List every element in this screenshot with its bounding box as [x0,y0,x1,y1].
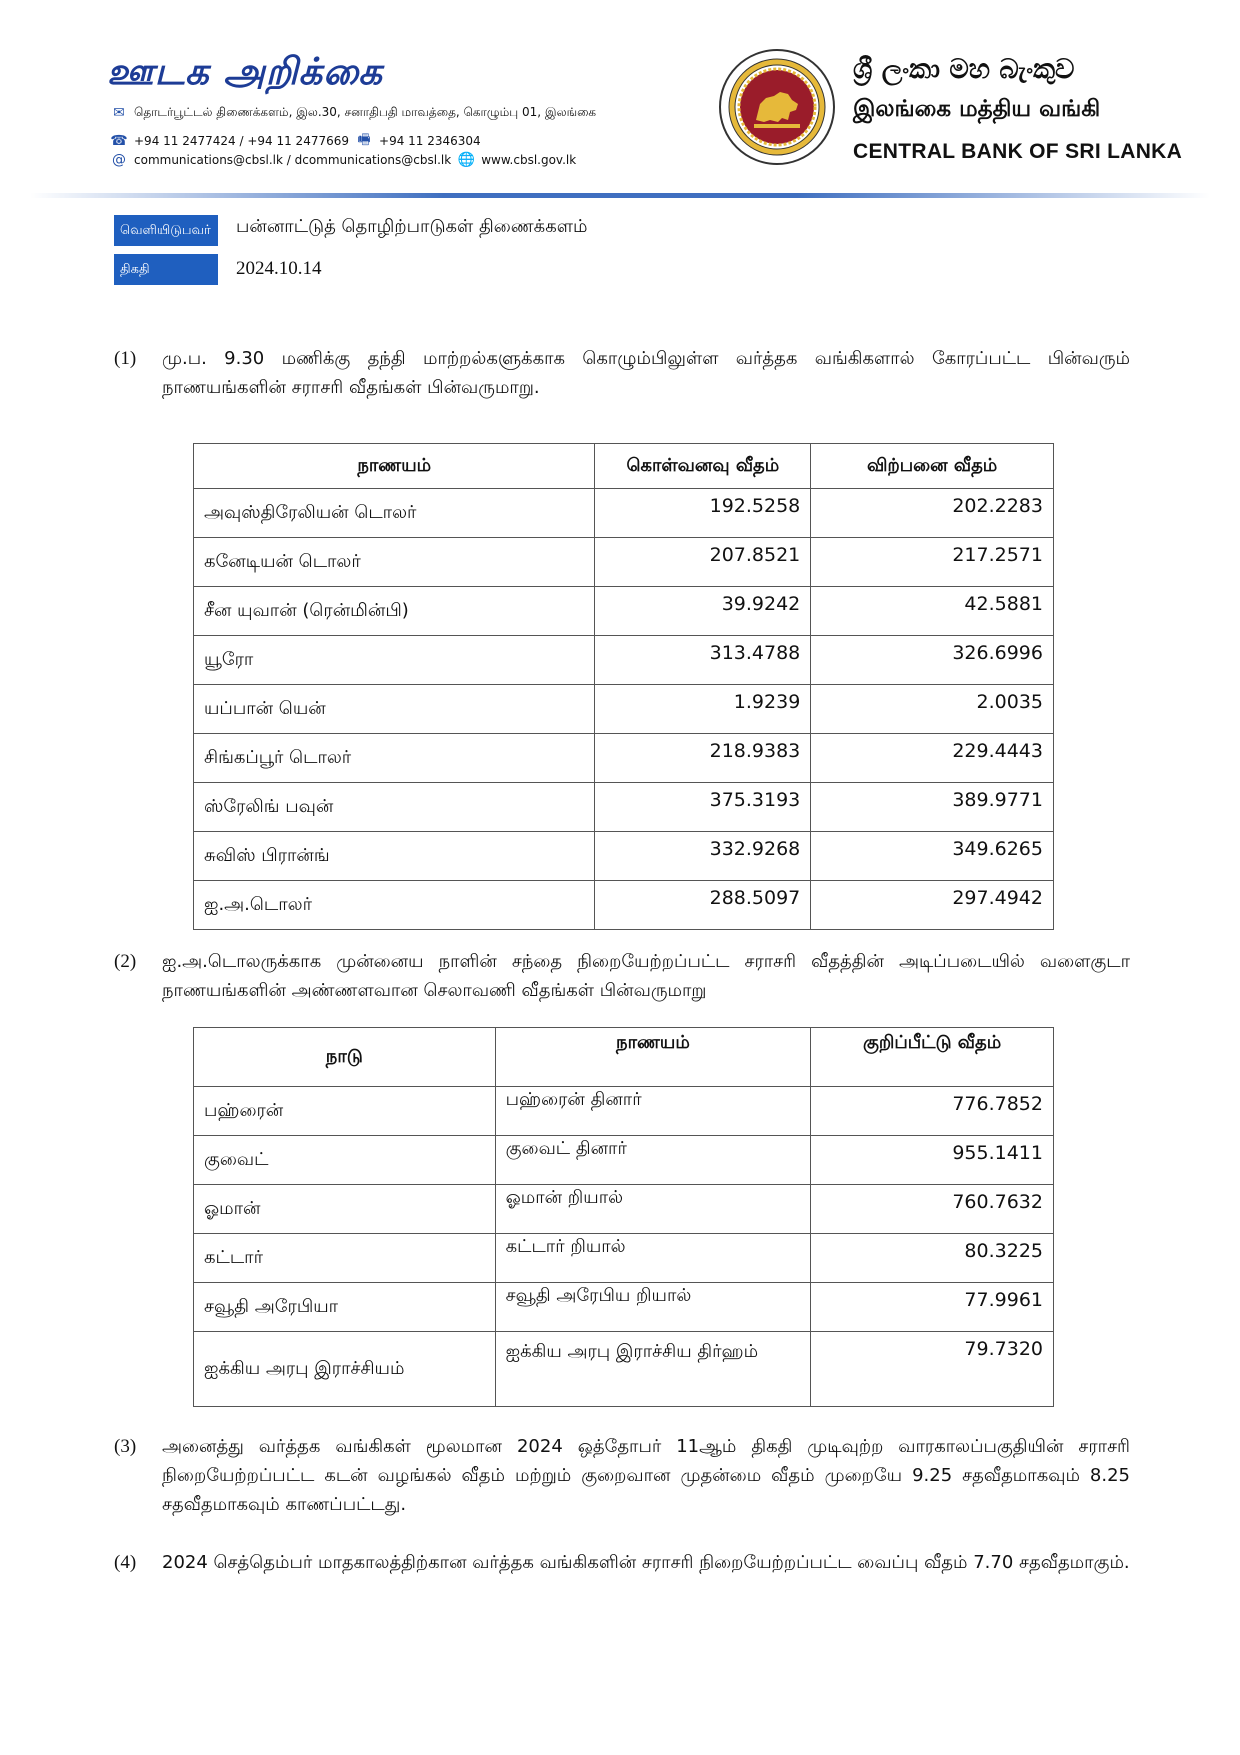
globe-icon: 🌐 [457,152,475,168]
central-bank-seal-logo [718,48,836,166]
section-3-number: (3) [114,1436,137,1457]
country-cell: ஓமான் [194,1185,496,1234]
table-row [194,1332,1054,1407]
section-1-number: (1) [114,348,137,369]
buying-rate-cell: 288.5097 [595,881,811,930]
currency-cell: குவைட் தினார் [495,1136,811,1185]
country-cell: சவூதி அரேபியா [194,1283,496,1332]
table-row [194,734,1054,783]
currency-cell: யூரோ [194,636,595,685]
currency-cell: ஸ்ரேலிங் பவுன் [194,783,595,832]
table-row [194,832,1054,881]
reference-rate-cell: 80.3225 [811,1234,1054,1283]
fax-number: +94 11 2346304 [379,134,481,148]
currency-cell: சுவிஸ் பிரான்ங் [194,832,595,881]
table-row [194,1087,1054,1136]
fax-printer-icon: 🖷 [357,132,371,148]
reference-rate-cell: 79.7320 [811,1332,1054,1407]
currency-cell: ஓமான் றியால் [495,1185,811,1234]
selling-rate-cell: 326.6996 [811,636,1054,685]
reference-rate-cell: 776.7852 [811,1087,1054,1136]
currency-cell: அவுஸ்திரேலியன் டொலர் [194,489,595,538]
email-line [110,152,576,168]
section-1 [114,344,1130,402]
section-4 [114,1548,1130,1577]
table-header-row [194,444,1054,489]
email-addresses[interactable]: communications@cbsl.lk / dcommunications@cbsl.lk [134,153,452,167]
date-value: 2024.10.14 [236,258,322,279]
currency-cell: கட்டார் றியால் [495,1234,811,1283]
table-row [194,783,1054,832]
currency-cell: கனேடியன் டொலர் [194,538,595,587]
table-row [194,1234,1054,1283]
section-2-number: (2) [114,951,137,972]
telephone-icon: ☎ [110,133,128,149]
bank-name-sinhala: ශ්‍රී ලංකා මහ බැංකුව [853,54,1075,85]
selling-rate-cell: 42.5881 [811,587,1054,636]
currency-cell: யப்பான் யென் [194,685,595,734]
column-header-country: நாடு [194,1028,496,1087]
currency-cell: சிங்கப்பூர் டொலர் [194,734,595,783]
envelope-icon: ✉ [113,105,125,121]
table-row [194,881,1054,930]
currency-cell: சவூதி அரேபிய றியால் [495,1283,811,1332]
buying-rate-cell: 313.4788 [595,636,811,685]
buying-rate-cell: 39.9242 [595,587,811,636]
at-sign-icon: @ [112,152,126,168]
bank-name-english: CENTRAL BANK OF SRI LANKA [853,140,1183,163]
table-row [194,538,1054,587]
table-row [194,489,1054,538]
table-row [194,685,1054,734]
column-header-currency: நாணயம் [194,444,595,489]
address-text: தொடர்பூட்டல் திணைக்களம், இல.30, சனாதிபதி மாவத்தை, கொழும்பு 01, இலங்கை [134,105,597,119]
table-row [194,1283,1054,1332]
bank-name-tamil: இலங்கை மத்திய வங்கி [853,96,1101,122]
reference-rate-cell: 955.1411 [811,1136,1054,1185]
selling-rate-cell: 297.4942 [811,881,1054,930]
table-row [194,636,1054,685]
reference-rate-cell: 77.9961 [811,1283,1054,1332]
country-cell: குவைட் [194,1136,496,1185]
table-row [194,1185,1054,1234]
issuer-label: வெளியிடுபவர் [114,215,218,246]
buying-rate-cell: 192.5258 [595,489,811,538]
currency-cell: சீன யுவான் (ரென்மின்பி) [194,587,595,636]
selling-rate-cell: 349.6265 [811,832,1054,881]
address-line [110,105,596,121]
section-4-text: 2024 செத்தெம்பர் மாதகாலத்திற்கான வர்த்தக வங்கிகளின் சராசரி நிறையேற்றப்பட்ட வைப்பு வீதம் 7.70 சதவீதமாகும். [162,1552,1130,1573]
selling-rate-cell: 229.4443 [811,734,1054,783]
currency-cell: ஐக்கிய அரபு இராச்சிய திர்ஹம் [495,1332,811,1407]
buying-rate-cell: 375.3193 [595,783,811,832]
country-cell: ஐக்கிய அரபு இராச்சியம் [194,1332,496,1407]
currency-cell: பஹ்ரைன் தினார் [495,1087,811,1136]
section-2-text: ஐ.அ.டொலருக்காக முன்னைய நாளின் சந்தை நிறையேற்றப்பட்ட சராசரி வீதத்தின் அடிப்படையில் வளைகுடா நாணயங்களின் அண்ணளவான செலாவணி வீதங்கள் பின்வருமாறு [162,951,1130,1001]
section-1-text: மு.ப. 9.30 மணிக்கு தந்தி மாற்றல்களுக்காக கொழும்பிலுள்ள வர்த்தக வங்கிகளால் கோரப்பட்ட பின்வரும் நாணயங்களின் சராசரி வீதங்கள் பின்வருமாறு. [162,348,1130,398]
media-release-title: ஊடக அறிக்கை [107,50,383,93]
exchange-rates-table [193,443,1054,930]
section-3 [114,1432,1130,1519]
selling-rate-cell: 2.0035 [811,685,1054,734]
section-2 [114,947,1130,1005]
date-label: திகதி [114,254,218,285]
country-cell: பஹ்ரைன் [194,1087,496,1136]
buying-rate-cell: 207.8521 [595,538,811,587]
column-header-buying-rate: கொள்வனவு வீதம் [595,444,811,489]
reference-rate-cell: 760.7632 [811,1185,1054,1234]
phone-line [110,129,481,153]
selling-rate-cell: 202.2283 [811,489,1054,538]
website-link[interactable]: www.cbsl.gov.lk [481,153,577,167]
column-header-currency: நாணயம் [495,1028,811,1087]
selling-rate-cell: 389.9771 [811,783,1054,832]
table-row [194,587,1054,636]
country-cell: கட்டார் [194,1234,496,1283]
selling-rate-cell: 217.2571 [811,538,1054,587]
column-header-reference-rate: குறிப்பீட்டு வீதம் [811,1028,1054,1087]
table-header-row [194,1028,1054,1087]
section-4-number: (4) [114,1552,137,1573]
buying-rate-cell: 1.9239 [595,685,811,734]
gulf-currencies-table [193,1027,1054,1407]
section-3-text: அனைத்து வர்த்தக வங்கிகள் மூலமான 2024 ஒத்தோபர் 11ஆம் திகதி முடிவுற்ற வாரகாலப்பகுதியின் சராசரி நிறையேற்றப்பட்ட கடன் வழங்கல் வீதம் மற்றும் குறைவான முதன்மை வீதம் முறையே 9.25 சதவீதமாகவும் 8.25 சதவீதமாகவும் காணப்பட்டது. [162,1436,1130,1515]
issuer-value: பன்னாட்டுத் தொழிற்பாடுகள் திணைக்களம் [236,216,588,237]
currency-cell: ஐ.அ.டொலர் [194,881,595,930]
buying-rate-cell: 332.9268 [595,832,811,881]
column-header-selling-rate: விற்பனை வீதம் [811,444,1054,489]
buying-rate-cell: 218.9383 [595,734,811,783]
phone-numbers: +94 11 2477424 / +94 11 2477669 [134,134,350,148]
table-row [194,1136,1054,1185]
header-divider [30,193,1210,198]
